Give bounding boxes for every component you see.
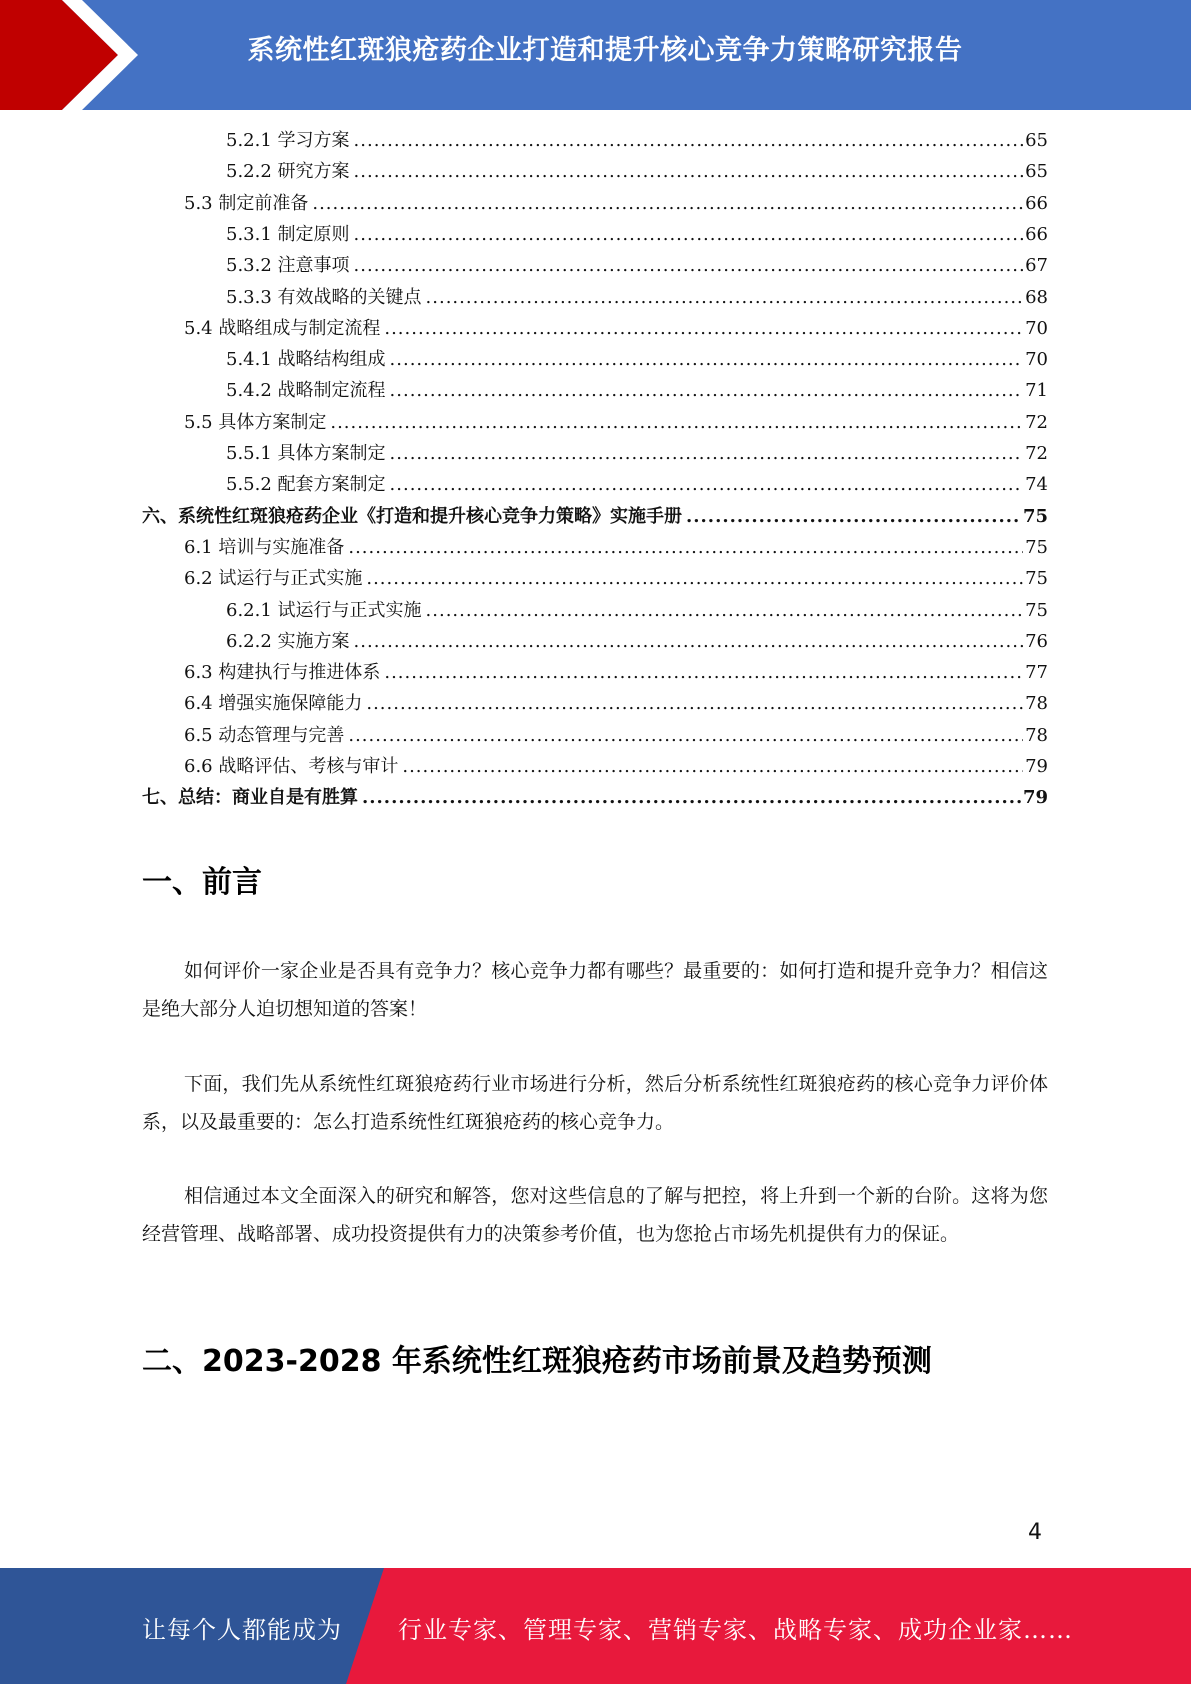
toc-entry[interactable] xyxy=(184,660,1048,686)
toc-dot-leader xyxy=(384,660,1023,686)
toc-entry[interactable] xyxy=(226,128,1048,154)
toc-dot-leader xyxy=(390,441,1024,467)
toc-dot-leader xyxy=(312,191,1023,217)
red-arrow-decoration xyxy=(0,0,200,110)
toc-entry[interactable] xyxy=(184,316,1048,342)
toc-entry[interactable] xyxy=(226,598,1048,624)
toc-dot-leader xyxy=(402,754,1023,780)
footer-banner xyxy=(0,1568,1191,1684)
toc-entry-label: 6.1 培训与实施准备 xyxy=(184,536,345,558)
toc-entry-label: 5.3.3 有效战略的关键点 xyxy=(226,286,422,308)
page-number: 4 xyxy=(1028,1520,1042,1545)
toc-entry-label: 5.5.2 配套方案制定 xyxy=(226,474,386,496)
toc-entry[interactable] xyxy=(142,785,1048,811)
toc-dot-leader xyxy=(330,410,1023,436)
toc-dot-leader xyxy=(348,723,1023,749)
toc-entry-page: 79 xyxy=(1022,787,1048,809)
toc-entry-label: 6.3 构建执行与推进体系 xyxy=(184,662,381,684)
toc-entry-label: 5.3.2 注意事项 xyxy=(226,255,350,277)
toc-dot-leader xyxy=(390,472,1024,498)
toc-dot-leader xyxy=(426,598,1024,624)
toc-entry[interactable] xyxy=(226,222,1048,248)
toc-entry[interactable] xyxy=(226,159,1048,185)
toc-entry-page: 79 xyxy=(1025,756,1048,777)
toc-entry-label: 5.2.1 学习方案 xyxy=(226,130,350,151)
toc-dot-leader xyxy=(366,566,1023,592)
toc-entry-page: 75 xyxy=(1025,568,1048,590)
toc-dot-leader xyxy=(354,629,1024,655)
toc-entry[interactable] xyxy=(184,566,1048,592)
toc-entry-label: 5.4 战略组成与制定流程 xyxy=(184,317,381,339)
toc-entry-page: 75 xyxy=(1022,505,1048,527)
header-banner xyxy=(0,0,1191,110)
toc-entry-page: 70 xyxy=(1025,317,1048,339)
toc-dot-leader xyxy=(354,159,1024,185)
toc-dot-leader xyxy=(686,504,1021,530)
toc-entry-label: 5.4.1 战略结构组成 xyxy=(226,349,386,371)
paragraph: 下面，我们先从系统性红斑狼疮药行业市场进行分析，然后分析系统性红斑狼疮药的核心竞争力评价体系，以及最重要的：怎么打造系统性红斑狼疮药的核心竞争力。 xyxy=(142,1073,1048,1133)
paragraph: 相信通过本文全面深入的研究和解答，您对这些信息的了解与把控，将上升到一个新的台阶。这将为您经营管理、战略部署、成功投资提供有力的决策参考价值，也为您抢占市场先机提供有力的保证。 xyxy=(142,1185,1048,1245)
toc-entry-label: 6.2.2 实施方案 xyxy=(226,630,350,652)
footer-slogan-left: 让每个人都能成为 xyxy=(142,1616,342,1644)
toc-dot-leader xyxy=(384,316,1023,342)
toc-entry-page: 71 xyxy=(1025,380,1048,402)
toc-entry-label: 6.5 动态管理与完善 xyxy=(184,724,345,746)
toc-entry-page: 65 xyxy=(1025,161,1048,183)
toc-dot-leader xyxy=(390,378,1024,404)
toc-entry[interactable] xyxy=(226,347,1048,373)
toc-dot-leader xyxy=(366,691,1023,717)
toc-entry-label: 六、系统性红斑狼疮药企业《打造和提升核心竞争力策略》实施手册 xyxy=(142,505,682,527)
toc-entry-page: 74 xyxy=(1025,474,1048,496)
toc-entry[interactable] xyxy=(142,504,1048,530)
footer-slogan-right: 行业专家、管理专家、营销专家、战略专家、成功企业家…… xyxy=(398,1616,1073,1644)
toc-entry[interactable] xyxy=(226,441,1048,467)
toc-entry[interactable] xyxy=(226,378,1048,404)
toc-entry[interactable] xyxy=(226,285,1048,311)
toc-dot-leader xyxy=(426,285,1024,311)
section-heading-preface: 一、前言 xyxy=(142,865,262,900)
toc-entry-page: 72 xyxy=(1025,411,1048,433)
toc-entry-page: 68 xyxy=(1025,286,1048,308)
toc-entry-label: 6.2 试运行与正式实施 xyxy=(184,568,363,590)
toc-entry-label: 5.3.1 制定原则 xyxy=(226,223,350,245)
toc-entry-label: 5.3 制定前准备 xyxy=(184,192,309,214)
toc-entry-page: 78 xyxy=(1025,693,1048,715)
toc-dot-leader xyxy=(354,222,1024,248)
toc-entry-label: 5.5 具体方案制定 xyxy=(184,411,327,433)
toc-entry[interactable] xyxy=(226,629,1048,655)
toc-entry-page: 78 xyxy=(1025,724,1048,746)
toc-entry-label: 6.2.1 试运行与正式实施 xyxy=(226,599,422,621)
toc-dot-leader xyxy=(354,128,1024,154)
report-title: 系统性红斑狼疮药企业打造和提升核心竞争力策略研究报告 xyxy=(247,35,963,66)
toc-entry-label: 七、总结：商业自是有胜算 xyxy=(142,787,358,809)
toc-dot-leader xyxy=(390,347,1024,373)
toc-entry-label: 5.5.1 具体方案制定 xyxy=(226,443,386,464)
toc-entry-page: 72 xyxy=(1025,443,1048,464)
toc-entry-page: 65 xyxy=(1025,130,1048,151)
toc-entry[interactable] xyxy=(184,410,1048,436)
toc-entry[interactable] xyxy=(226,253,1048,279)
toc-entry-label: 5.2.2 研究方案 xyxy=(226,161,350,183)
section-heading-market-forecast: 二、2023-2028 年系统性红斑狼疮药市场前景及趋势预测 xyxy=(142,1344,932,1379)
toc-dot-leader xyxy=(362,785,1021,811)
toc-entry-page: 66 xyxy=(1025,192,1048,214)
paragraph: 如何评价一家企业是否具有竞争力？核心竞争力都有哪些？最重要的：如何打造和提升竞争力？相信这是绝大部分人迫切想知道的答案！ xyxy=(142,960,1048,1020)
toc-entry-page: 66 xyxy=(1025,223,1048,245)
toc-entry-page: 70 xyxy=(1025,349,1048,371)
toc-entry[interactable] xyxy=(184,191,1048,217)
toc-entry-page: 67 xyxy=(1025,255,1048,277)
toc-dot-leader xyxy=(354,253,1024,279)
toc-entry-label: 6.6 战略评估、考核与审计 xyxy=(184,756,399,777)
toc-entry[interactable] xyxy=(184,754,1048,780)
toc-entry[interactable] xyxy=(184,723,1048,749)
toc-entry-page: 75 xyxy=(1025,536,1048,558)
toc-entry-page: 75 xyxy=(1025,599,1048,621)
toc-entry-label: 6.4 增强实施保障能力 xyxy=(184,693,363,715)
toc-entry[interactable] xyxy=(184,535,1048,561)
toc-dot-leader xyxy=(348,535,1023,561)
toc-entry-label: 5.4.2 战略制定流程 xyxy=(226,380,386,402)
toc-entry-page: 77 xyxy=(1025,662,1048,684)
toc-entry[interactable] xyxy=(184,691,1048,717)
toc-entry[interactable] xyxy=(226,472,1048,498)
toc-entry-page: 76 xyxy=(1025,630,1048,652)
